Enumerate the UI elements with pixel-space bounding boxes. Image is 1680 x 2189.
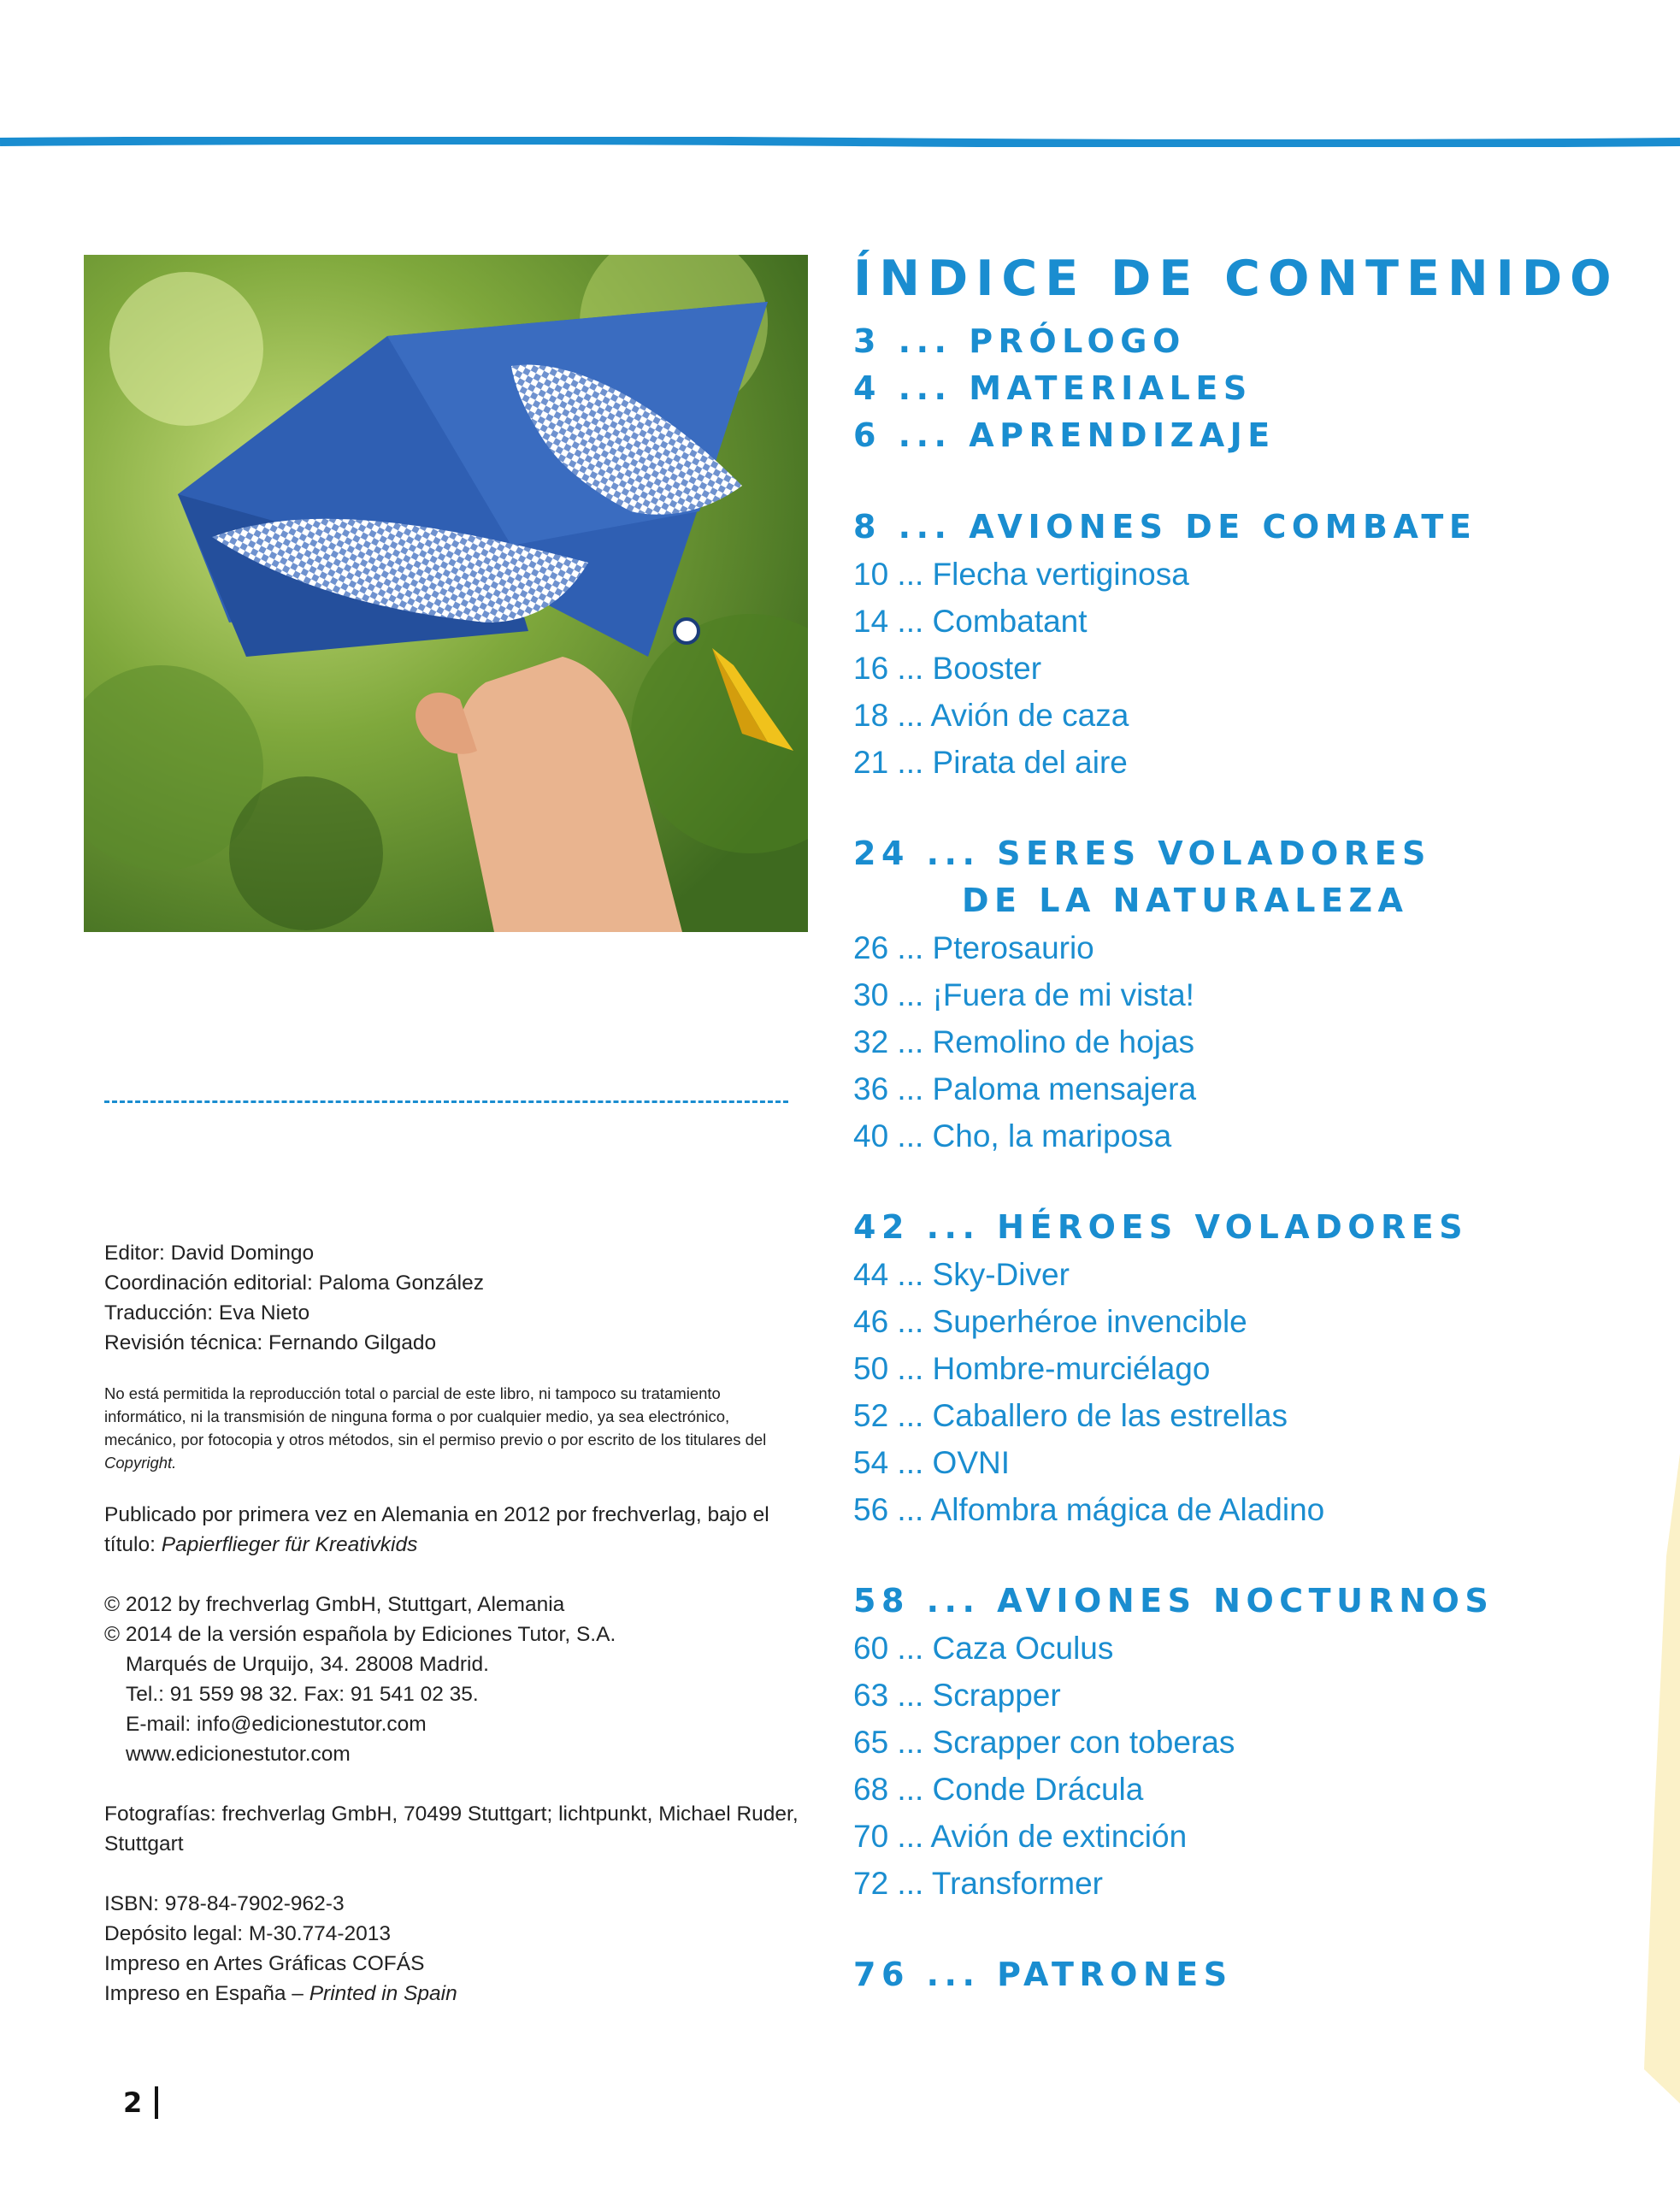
toc-title: ÍNDICE DE CONTENIDO	[853, 251, 1619, 307]
toc-item[interactable]: 32 ... Remolino de hojas	[853, 1024, 1195, 1059]
credit-coordination: Coordinación editorial: Paloma González	[104, 1272, 484, 1295]
publisher-email: E-mail: info@edicionestutor.com	[126, 1713, 427, 1736]
printed-in	[104, 1979, 805, 2009]
page-number-bar	[155, 2086, 158, 2119]
toc-section-heading[interactable]: 8 ... AVIONES DE COMBATE	[853, 508, 1477, 546]
toc-item[interactable]: 36 ... Paloma mensajera	[853, 1071, 1197, 1106]
toc-item[interactable]: 60 ... Caza Oculus	[853, 1631, 1114, 1666]
publisher-phone: Tel.: 91 559 98 32. Fax: 91 541 02 35.	[126, 1683, 479, 1706]
credit-technical-review: Revisión técnica: Fernando Gilgado	[104, 1331, 437, 1354]
toc-item[interactable]: 72 ... Transformer	[853, 1866, 1103, 1901]
dashed-divider	[104, 1100, 788, 1103]
toc-item[interactable]: 10 ... Flecha vertiginosa	[853, 557, 1189, 592]
copyright-original: © 2012 by frechverlag GmbH, Stuttgart, Alemania	[104, 1593, 565, 1616]
original-title: Papierflieger für Kreativkids	[161, 1533, 418, 1556]
toc-learning[interactable]: 6 ... APRENDIZAJE	[853, 416, 1276, 454]
isbn: ISBN: 978-84-7902-962-3	[104, 1892, 345, 1915]
publisher-website: www.edicionestutor.com	[126, 1743, 351, 1766]
top-rule	[0, 137, 1680, 147]
copyright-spanish: © 2014 de la versión española by Ediciones Tutor, S.A.	[104, 1623, 616, 1646]
toc-item[interactable]: 56 ... Alfombra mágica de Aladino	[853, 1492, 1325, 1527]
toc-item[interactable]: 40 ... Cho, la mariposa	[853, 1118, 1172, 1154]
printed-in-english: Printed in Spain	[309, 1982, 457, 2005]
photo-credits: Fotografías: frechverlag GmbH, 70499 Stuttgart; lichtpunkt, Michael Ruder, Stuttgart	[104, 1803, 799, 1856]
page-number: 2	[123, 2086, 143, 2119]
toc-item[interactable]: 54 ... OVNI	[853, 1445, 1011, 1480]
toc-section-heading[interactable]: 24 ... SERES VOLADORES	[853, 835, 1431, 872]
staff-list	[104, 1238, 805, 1358]
toc-item[interactable]: 68 ... Conde Drácula	[853, 1772, 1144, 1807]
toc-item[interactable]: 14 ... Combatant	[853, 604, 1088, 639]
toc-section-heading[interactable]: 58 ... AVIONES NOCTURNOS	[853, 1582, 1494, 1620]
toc-item[interactable]: 46 ... Superhéroe invencible	[853, 1304, 1247, 1339]
credit-editor: Editor: David Domingo	[104, 1242, 315, 1265]
credit-translation: Traducción: Eva Nieto	[104, 1301, 310, 1325]
toc-section-heading[interactable]: 76 ... PATRONES	[853, 1956, 1233, 1993]
rights-copyright-word: Copyright.	[104, 1454, 177, 1472]
toc-item[interactable]: 16 ... Booster	[853, 651, 1042, 686]
toc-item[interactable]: 21 ... Pirata del aire	[853, 745, 1128, 780]
publisher-address: Marqués de Urquijo, 34. 28008 Madrid.	[126, 1653, 489, 1676]
toc-item[interactable]: 30 ... ¡Fuera de mi vista!	[853, 977, 1194, 1012]
published-text: Publicado por primera vez en Alemania en 2012 por frechverlag, bajo el título:	[104, 1503, 769, 1556]
photo-paper-airplane	[84, 255, 808, 932]
rights-text: No está permitida la reproducción total o parcial de este libro, ni tampoco su tratamiento informático, ni la transmisión de ninguna forma o por cualquier medio, ya sea electrónico, mecánico, por fotocopia y otros métodos, sin el permiso previo o por escrito de los titulares del	[104, 1384, 767, 1449]
credits-block	[104, 1238, 805, 2009]
toc-section-heading-line2[interactable]: DE LA NATURALEZA	[962, 882, 1409, 919]
printed-in-text: Impreso en España –	[104, 1982, 304, 2005]
toc-item[interactable]: 26 ... Pterosaurio	[853, 930, 1094, 965]
deposito-legal: Depósito legal: M-30.774-2013	[104, 1922, 392, 1945]
toc-item[interactable]: 44 ... Sky-Diver	[853, 1257, 1070, 1292]
toc-item[interactable]: 18 ... Avión de caza	[853, 698, 1129, 733]
toc-item[interactable]: 70 ... Avión de extinción	[853, 1819, 1188, 1854]
table-of-contents	[853, 245, 1640, 1998]
toc-section-heading[interactable]: 42 ... HÉROES VOLADORES	[853, 1208, 1469, 1246]
toc-materials[interactable]: 4 ... MATERIALES	[853, 369, 1253, 407]
rights-notice	[104, 1382, 805, 1474]
publication-note	[104, 1500, 805, 1560]
legal-block	[104, 1889, 805, 2009]
toc-prologue[interactable]: 3 ... PRÓLOGO	[853, 322, 1186, 360]
toc-item[interactable]: 65 ... Scrapper con toberas	[853, 1725, 1235, 1760]
printer: Impreso en Artes Gráficas COFÁS	[104, 1952, 425, 1975]
copyright-block	[104, 1590, 805, 1769]
toc-item[interactable]: 50 ... Hombre-murciélago	[853, 1351, 1211, 1386]
toc-item[interactable]: 63 ... Scrapper	[853, 1678, 1061, 1713]
toc-item[interactable]: 52 ... Caballero de las estrellas	[853, 1398, 1288, 1433]
